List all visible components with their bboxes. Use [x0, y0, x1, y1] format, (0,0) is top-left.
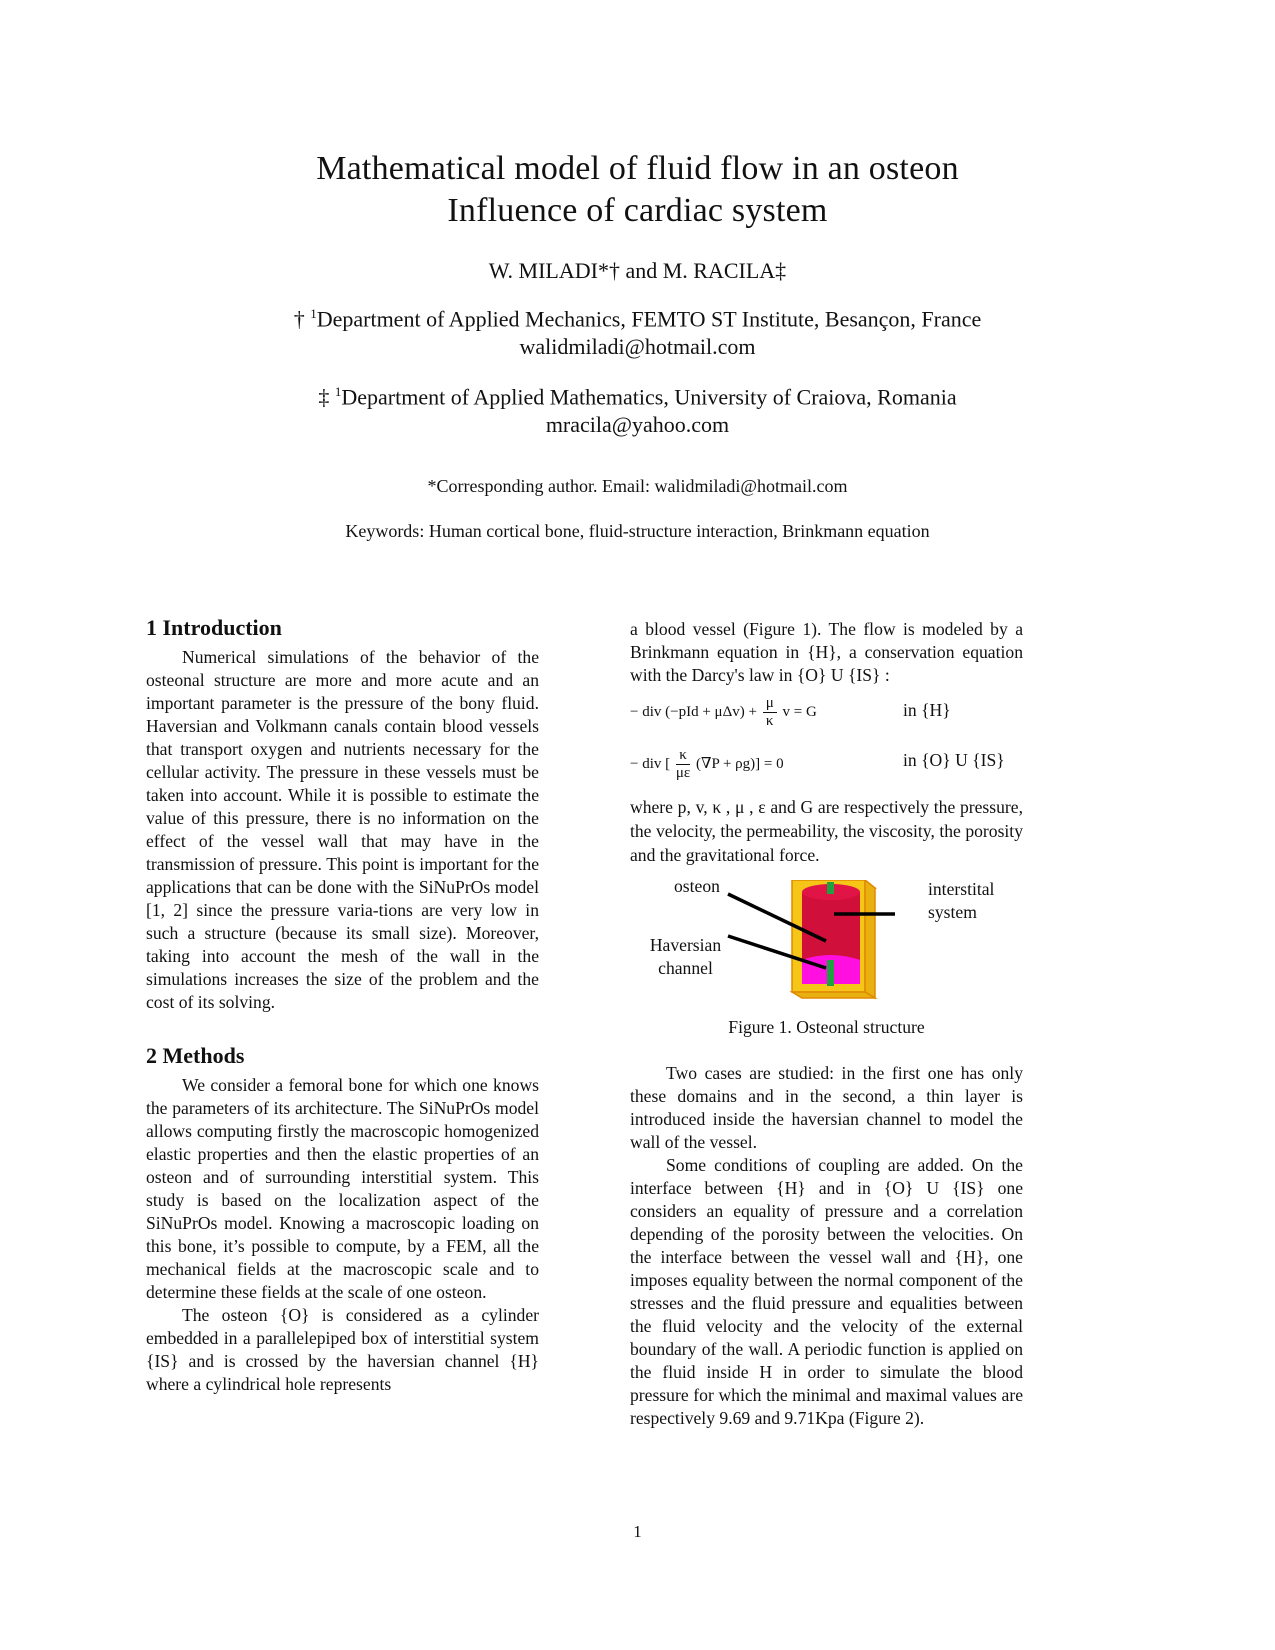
interstitial-box-bottom: [792, 992, 875, 998]
eq1-domain: in {H}: [903, 700, 951, 720]
affiliation-1: [0, 300, 1275, 361]
section-heading-introduction: 1 Introduction: [146, 615, 282, 640]
cases-paragraph: Two cases are studied: in the first one has only these domains and in the second, a thin layer is introduced inside the haversian channel to model the wall of the vessel.: [630, 1063, 1023, 1152]
eq2-right: (∇P + ρg)] = 0: [695, 755, 784, 772]
figure-label-interstitial-line-2: system: [928, 902, 977, 922]
affiliation-1-text: Department of Applied Mechanics, FEMTO ST Institute, Besançon, France: [316, 306, 982, 332]
eq1-fraction: [763, 695, 777, 730]
blood-vessel-top: [827, 882, 834, 894]
methods-paragraph-2: The osteon {O} is considered as a cylinder embedded in a parallelepiped box of interstitial system {IS} and is crossed by the haversian channel {H} where a cylindrical hole represents: [146, 1305, 539, 1394]
affiliation-1-mark: †: [293, 306, 311, 332]
coupling-paragraph: Some conditions of coupling are added. On the interface between {H} and in {O} U {IS} one considers an equality of pressure and a correlation depending of the porosity between the velocities. On the interface between the vessel wall and {H}, one imposes equality between the normal component of the stresses and the fluid pressure and equalities between the fluid velocity and the velocity of the external boundary of the wall. A periodic function is applied on the fluid inside H in order to simulate the blood pressure for which the minimal and maximal values are respectively 9.69 and 9.71Kpa (Figure 2).: [630, 1155, 1023, 1428]
figure-label-haversian: [630, 934, 741, 980]
interstitial-box-side: [865, 880, 875, 998]
paper-title-line-1: Mathematical model of fluid flow in an osteon: [316, 150, 959, 187]
left-column: [146, 614, 539, 1396]
affiliation-2-mark: ‡: [318, 384, 335, 410]
paper-title-line-2: Influence of cardiac system: [447, 192, 828, 229]
equation-darcy: [630, 747, 784, 782]
page-number: 1: [633, 1522, 642, 1541]
blood-vessel-bottom: [827, 960, 834, 986]
section-heading-methods: 2 Methods: [146, 1043, 245, 1068]
corresponding-author: *Corresponding author. Email: walidmiladi@hotmail.com: [427, 476, 848, 496]
affiliation-2-sup: 1: [334, 384, 342, 399]
eq1-left: − div (−pId + μΔv) +: [630, 703, 757, 720]
figure-label-osteon: osteon: [674, 876, 720, 896]
figure-label-haversian-line-1: Haversian: [649, 935, 722, 955]
affiliation-1-line: [0, 300, 1275, 333]
eq2-frac-num: κ: [676, 747, 690, 765]
figure-caption: Figure 1. Osteonal structure: [728, 1017, 925, 1037]
affiliation-1-sup: 1: [310, 306, 317, 321]
intro-paragraph: Numerical simulations of the behavior of the osteonal structure are more and more acute and an important parameter is the pressure of the bony fluid. Haversian and Volkmann canals contain blood vessels that transport oxygen and nutrients necessary for the cellular activity. The pressure in these vessels must be taken into account. While it is possible to estimate the value of this pressure, there is no information on the effect of the vessel wall that may have in the transmission of pressure. This point is important for the applications that can be done with the SiNuPrOs model [1, 2] since the pressure varia-tions are very low in such a structure (because its small size). Moreover, taking into account the mesh of the wall in the simulations increases the size of the problem and the cost of its solving.: [146, 647, 539, 1012]
right-paragraph-continued: a blood vessel (Figure 1). The flow is modeled by a Brinkmann equation in {H}, a conservation equation with the Darcy's law in {O} U {IS} :: [630, 619, 1023, 685]
methods-paragraph-1: We consider a femoral bone for which one knows the parameters of its architecture. The SiNuPrOs model allows computing firstly the macroscopic homogenized elastic properties and then the elastic properties of an osteon and of surrounding interstitial system. This study is based on the localization aspect of the SiNuPrOs model. Knowing a macroscopic loading on this bone, it’s possible to compute, by a FEM, all the mechanical fields at the macroscopic scale and to determine these fields at the scale of one osteon.: [146, 1075, 539, 1302]
eq2-frac-den: με: [675, 765, 691, 781]
variables-paragraph: where p, v, κ , μ , ε and G are respectively the pressure, the velocity, the permeability, the viscosity, the porosity and the gravitational force.: [630, 797, 1023, 865]
eq1-right: v = G: [782, 703, 817, 720]
right-column-intro: [630, 618, 1023, 687]
eq1-frac-num: μ: [763, 695, 777, 713]
affiliation-2: [0, 378, 1275, 439]
figure-label-interstitial: [928, 878, 994, 924]
figure-osteonal-structure: [630, 876, 1023, 1020]
right-column-body: [630, 1062, 1023, 1430]
affiliation-2-line: [0, 378, 1275, 411]
affiliation-2-text: Department of Applied Mathematics, University of Craiova, Romania: [341, 384, 957, 410]
eq2-domain: in {O} U {IS}: [903, 750, 1005, 770]
paper-title: [0, 148, 1275, 232]
affiliation-1-email: walidmiladi@hotmail.com: [519, 334, 756, 360]
eq2-fraction: [676, 747, 690, 782]
figure-label-interstitial-line-1: interstital: [928, 879, 995, 899]
right-column-where: [630, 795, 1023, 867]
equation-brinkmann: [630, 695, 817, 730]
authors: W. MILADI*† and M. RACILA‡: [488, 258, 787, 283]
affiliation-2-email: mracila@yahoo.com: [545, 412, 730, 438]
keywords: Keywords: Human cortical bone, fluid-structure interaction, Brinkmann equation: [345, 521, 930, 541]
figure-label-haversian-line-2: channel: [658, 958, 713, 978]
eq2-left: − div [: [630, 755, 671, 772]
eq1-frac-den: κ: [765, 713, 774, 729]
